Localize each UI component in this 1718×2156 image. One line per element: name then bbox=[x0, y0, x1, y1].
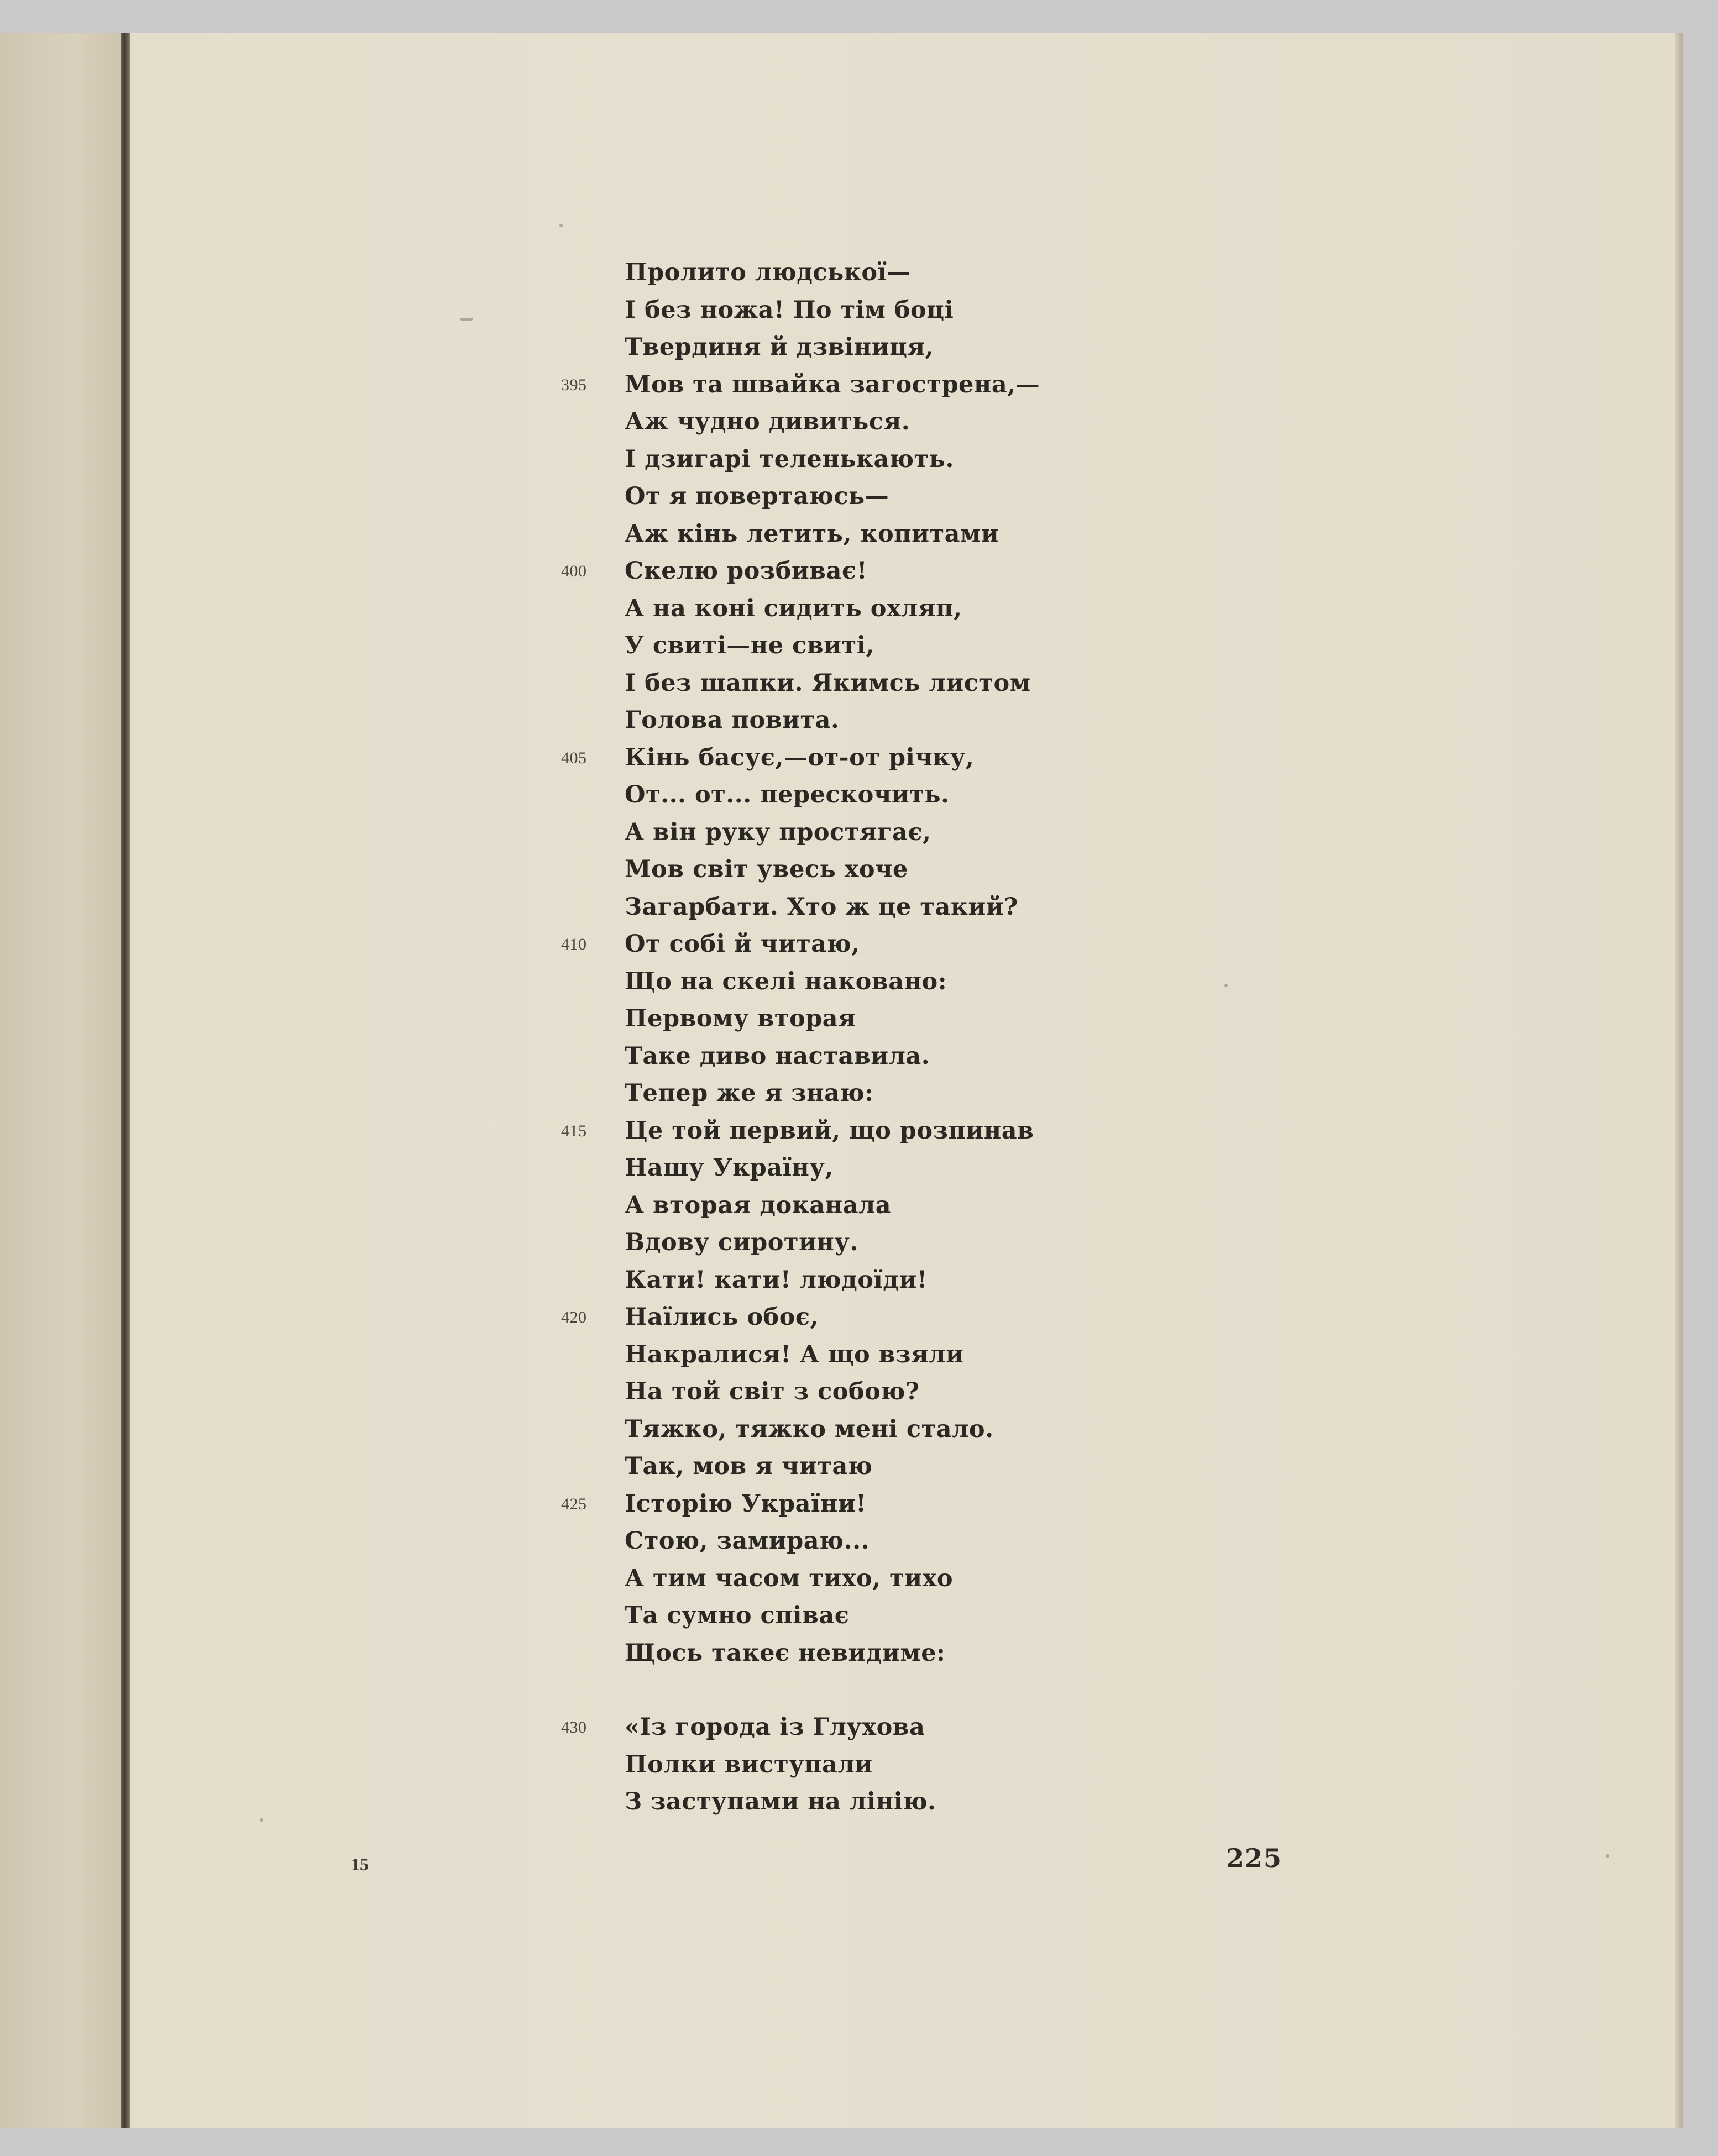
line-text: Мов та швайка загострена,— bbox=[625, 370, 1040, 398]
line-number: 420 bbox=[561, 1308, 587, 1326]
paper-speck bbox=[260, 1818, 263, 1822]
line-text: А вторая доканала bbox=[625, 1191, 892, 1219]
poem-line bbox=[625, 1262, 1177, 1299]
poem-line bbox=[625, 403, 1177, 441]
poem-line bbox=[625, 1560, 1177, 1598]
line-text: Стою, замираю... bbox=[625, 1527, 870, 1555]
page-number: 225 bbox=[1226, 1843, 1283, 1873]
poem-line bbox=[561, 1709, 1177, 1746]
poem-line bbox=[625, 1746, 1177, 1784]
line-text: Кати! кати! людоїди! bbox=[625, 1266, 928, 1294]
poem-line bbox=[625, 963, 1177, 1001]
line-text: От... от... перескочить. bbox=[625, 781, 950, 809]
poem-line bbox=[561, 926, 1177, 963]
poem-line bbox=[625, 478, 1177, 516]
binding-gutter bbox=[121, 33, 130, 2128]
poem-line bbox=[561, 553, 1177, 590]
poem-line bbox=[625, 1150, 1177, 1187]
line-text: Тяжко, тяжко мені стало. bbox=[625, 1415, 994, 1443]
poem-line bbox=[625, 1523, 1177, 1560]
poem-line bbox=[625, 1411, 1177, 1449]
poem-line bbox=[625, 329, 1177, 366]
poem-line bbox=[561, 1113, 1177, 1150]
line-text: Мов світ увесь хоче bbox=[625, 856, 908, 883]
line-text: На той світ з собою? bbox=[625, 1378, 920, 1405]
line-text: Голова повита. bbox=[625, 706, 840, 734]
paper-speck bbox=[1606, 1854, 1609, 1858]
paper-speck bbox=[559, 224, 563, 227]
poem-line bbox=[561, 1299, 1177, 1336]
page-right-edge bbox=[1675, 33, 1683, 2128]
line-text: Історію України! bbox=[625, 1489, 867, 1518]
line-number: 410 bbox=[561, 935, 587, 953]
line-text: Аж кінь летить, копитами bbox=[625, 520, 999, 548]
poem-line bbox=[561, 1486, 1177, 1523]
poem-line bbox=[625, 1336, 1177, 1374]
line-number: 400 bbox=[561, 562, 587, 580]
line-text: Скелю розбиває! bbox=[625, 557, 868, 585]
line-text: І без шапки. Якимсь листом bbox=[625, 669, 1031, 697]
line-text: Тепер же я знаю: bbox=[625, 1079, 874, 1107]
line-text: Так, мов я читаю bbox=[625, 1452, 873, 1480]
poem-line bbox=[625, 1597, 1177, 1635]
poem-line bbox=[625, 1448, 1177, 1486]
line-text: Нашу Україну, bbox=[625, 1154, 834, 1182]
poem-line bbox=[625, 1075, 1177, 1113]
poem-line bbox=[561, 739, 1177, 777]
poem-line bbox=[625, 516, 1177, 553]
line-text: Таке диво наставила. bbox=[625, 1042, 930, 1070]
poem-line bbox=[625, 1224, 1177, 1262]
sheet-signature: 15 bbox=[351, 1854, 369, 1874]
line-text: З заступами на лінію. bbox=[625, 1788, 936, 1816]
left-margin bbox=[0, 33, 126, 2128]
paper-speck bbox=[460, 318, 473, 321]
line-text: Наїлись обоє, bbox=[625, 1303, 819, 1331]
poem-line bbox=[625, 889, 1177, 926]
poem-line bbox=[625, 627, 1177, 665]
line-text: От собі й читаю, bbox=[625, 930, 860, 958]
line-number: 415 bbox=[561, 1121, 587, 1140]
line-text: Вдову сиротину. bbox=[625, 1229, 858, 1256]
line-text: І дзигарі теленькають. bbox=[625, 445, 954, 473]
line-text: Щось такеє невидиме: bbox=[625, 1639, 946, 1667]
poem-line bbox=[625, 814, 1177, 852]
line-text: А на коні сидить охляп, bbox=[625, 594, 962, 622]
poem-line bbox=[625, 702, 1177, 739]
line-text: Загарбати. Хто ж це такий? bbox=[625, 893, 1018, 921]
line-text: Первому вторая bbox=[625, 1005, 856, 1032]
line-number: 405 bbox=[561, 748, 587, 767]
line-text: А тим часом тихо, тихо bbox=[625, 1564, 954, 1592]
poem-line bbox=[625, 851, 1177, 889]
line-text: Полки виступали bbox=[625, 1750, 873, 1779]
poem-line bbox=[625, 292, 1177, 329]
poem-line bbox=[625, 1000, 1177, 1038]
poem-line bbox=[625, 665, 1177, 702]
line-number: 395 bbox=[561, 375, 587, 394]
line-text: «Із города із Глухова bbox=[625, 1713, 925, 1741]
line-text: Що на скелі наковано: bbox=[625, 967, 947, 995]
poem-line bbox=[625, 1373, 1177, 1411]
line-number: 425 bbox=[561, 1494, 587, 1513]
line-text: Це той первий, що розпинав bbox=[625, 1116, 1034, 1145]
line-text: От я повертаюсь— bbox=[625, 482, 889, 510]
line-text: Накралися! А що взяли bbox=[625, 1340, 964, 1368]
line-text: Аж чудно дивиться. bbox=[625, 408, 910, 436]
line-text: Та сумно співає bbox=[625, 1602, 850, 1629]
paper-speck bbox=[1224, 984, 1228, 987]
poem-line bbox=[625, 1038, 1177, 1076]
line-text: Пролито людської— bbox=[625, 259, 911, 286]
poem-line bbox=[561, 366, 1177, 404]
poem-line bbox=[625, 1783, 1177, 1821]
line-text: А він руку простягає, bbox=[625, 818, 931, 846]
poem-line bbox=[625, 777, 1177, 814]
line-text: Кінь басує,—от-от річку, bbox=[625, 743, 975, 772]
poem-line bbox=[625, 254, 1177, 292]
poem-line bbox=[625, 590, 1177, 628]
poem-line bbox=[625, 441, 1177, 479]
line-text: І без ножа! По тім боці bbox=[625, 296, 954, 324]
line-text: Твердиня й дзвіниця, bbox=[625, 333, 934, 361]
line-text: У свиті—не свиті, bbox=[625, 632, 875, 659]
line-number: 430 bbox=[561, 1718, 587, 1737]
poem-line bbox=[625, 1187, 1177, 1225]
poem-text bbox=[561, 254, 1177, 1821]
poem-line bbox=[625, 1635, 1177, 1672]
